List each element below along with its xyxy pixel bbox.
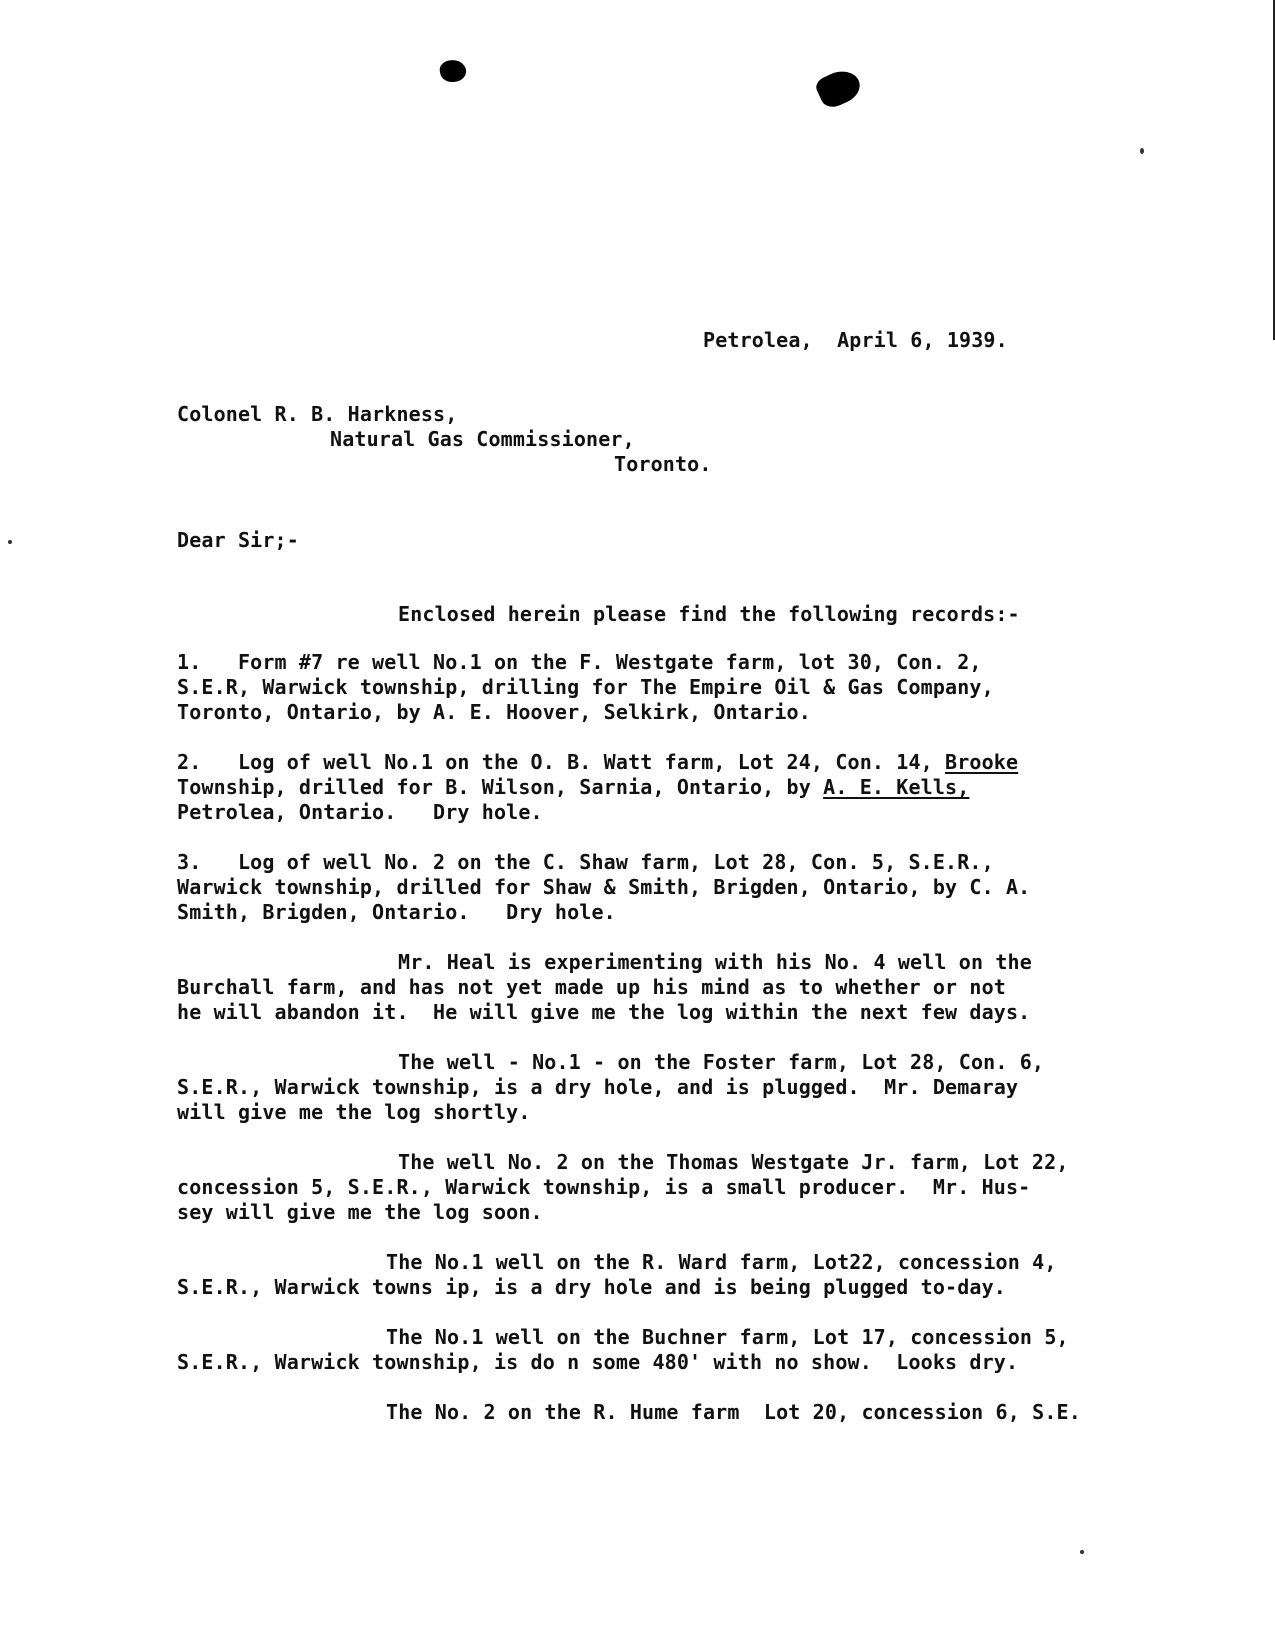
item-2-line <box>177 775 969 800</box>
paragraph-ward-line: S.E.R., Warwick towns ip, is a dry hole and is being plugged to-day. <box>177 1275 1006 1299</box>
paragraph-foster-line: The well - No.1 - on the Foster farm, Lot 28, Con. 6, <box>398 1050 1045 1074</box>
speck <box>1080 1550 1084 1554</box>
recipient-name: Colonel R. B. Harkness, <box>177 402 458 426</box>
paragraph-buchner-line: S.E.R., Warwick township, is do n some 480' with no show. Looks dry. <box>177 1350 1019 1374</box>
paragraph-westgate-line: sey will give me the log soon. <box>177 1200 543 1224</box>
item-3-line: Warwick township, drilled for Shaw & Smith, Brigden, Ontario, by C. A. <box>177 875 1031 899</box>
item-1-line: 1. Form #7 re well No.1 on the F. Westgate farm, lot 30, Con. 2, <box>177 650 982 674</box>
paragraph-heal-line: Mr. Heal is experimenting with his No. 4 well on the <box>398 950 1032 974</box>
paragraph-foster-line: will give me the log shortly. <box>177 1100 531 1124</box>
speck <box>1140 148 1144 154</box>
recipient-city: Toronto. <box>614 452 712 476</box>
paragraph-westgate-line: concession 5, S.E.R., Warwick township, is a small producer. Mr. Hus- <box>177 1175 1031 1199</box>
item-2-line: Petrolea, Ontario. Dry hole. <box>177 800 543 824</box>
paragraph-ward-line: The No.1 well on the R. Ward farm, Lot22, concession 4, <box>386 1250 1057 1274</box>
item-3-line: Smith, Brigden, Ontario. Dry hole. <box>177 900 616 924</box>
item-2-underlined: Brooke <box>945 750 1019 774</box>
item-1-line: Toronto, Ontario, by A. E. Hoover, Selkirk, Ontario. <box>177 700 811 724</box>
paragraph-westgate-line: The well No. 2 on the Thomas Westgate Jr. farm, Lot 22, <box>398 1150 1069 1174</box>
item-1-line: S.E.R, Warwick township, drilling for The Empire Oil & Gas Company, <box>177 675 994 699</box>
paragraph-hume-line: The No. 2 on the R. Hume farm Lot 20, concession 6, S.E. <box>386 1400 1081 1424</box>
paragraph-foster-line: S.E.R., Warwick township, is a dry hole, and is plugged. Mr. Demaray <box>177 1075 1019 1099</box>
item-2-line <box>177 750 1018 775</box>
item-2-text: 2. Log of well No.1 on the O. B. Watt farm, Lot 24, Con. 14, <box>177 750 946 774</box>
item-2-underlined: A. E. Kells, <box>823 775 970 799</box>
item-3-line: 3. Log of well No. 2 on the C. Shaw farm, Lot 28, Con. 5, S.E.R., <box>177 850 994 874</box>
paragraph-heal-line: he will abandon it. He will give me the log within the next few days. <box>177 1000 1031 1024</box>
paragraph-heal-line: Burchall farm, and has not yet made up his mind as to whether or not <box>177 975 1006 999</box>
paragraph-buchner-line: The No.1 well on the Buchner farm, Lot 17, concession 5, <box>386 1325 1069 1349</box>
punch-hole-left <box>438 58 467 84</box>
punch-hole-right <box>813 65 865 112</box>
speck <box>8 540 12 544</box>
salutation: Dear Sir;- <box>177 528 299 552</box>
place-date: Petrolea, April 6, 1939. <box>703 328 1008 352</box>
recipient-title: Natural Gas Commissioner, <box>330 427 635 451</box>
intro-line: Enclosed herein please find the following records:- <box>398 602 1020 626</box>
item-2-text: Township, drilled for B. Wilson, Sarnia, Ontario, by <box>177 775 824 799</box>
